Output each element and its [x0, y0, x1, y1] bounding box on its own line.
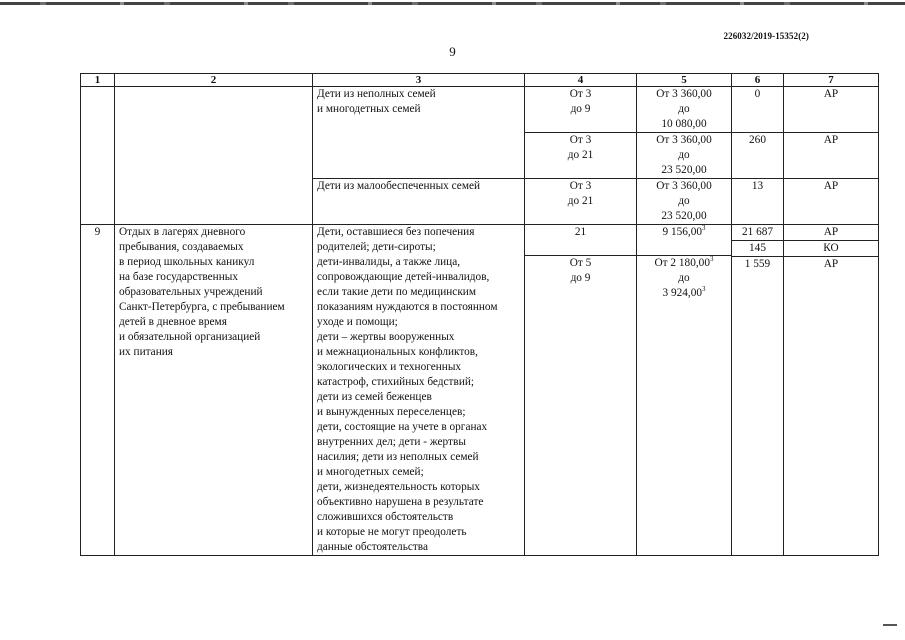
category-line: дети, состоящие на учете в органах	[317, 421, 488, 433]
cost-to	[641, 286, 727, 301]
column-header: 2	[115, 74, 313, 87]
source-cell: АР	[784, 179, 879, 225]
age-value: 21	[574, 226, 587, 238]
row-number-cell	[81, 87, 115, 225]
service-line: пребывания, создаваемых	[119, 241, 244, 253]
category-cell	[313, 225, 525, 556]
column-header: 5	[637, 74, 732, 87]
service-line: детей в дневное время	[119, 316, 227, 328]
category-line: сопровождающие детей-инвалидов,	[317, 271, 490, 283]
category-line: и многодетных семей	[317, 103, 421, 115]
cost-from: От 3 360,00	[656, 134, 712, 146]
category-line: сложившихся обстоятельств	[317, 511, 454, 523]
column-header: 6	[732, 74, 784, 87]
footnote-mark: 3	[702, 285, 706, 293]
age-cell	[525, 225, 637, 556]
cost-to-label: до	[678, 103, 690, 115]
cost-amount: 3 924,00	[662, 287, 703, 299]
count-cell: 260	[732, 133, 784, 179]
service-line: в период школьных каникул	[119, 256, 255, 268]
table-row	[81, 225, 879, 556]
service-cell	[115, 87, 313, 225]
category-line: дети – жертвы вооруженных	[317, 331, 455, 343]
service-line: и обязательной организацией	[119, 331, 261, 343]
age-to: до 21	[567, 149, 594, 161]
service-cell	[115, 225, 313, 556]
cost-to: 23 520,00	[661, 164, 707, 176]
cost-from: От 3 360,00	[656, 180, 712, 192]
age-from: От 3	[569, 134, 592, 146]
category-line: внутренних дел; дети - жертвы	[317, 436, 466, 448]
table-header-row	[81, 74, 879, 87]
service-line: образовательных учреждений	[119, 286, 263, 298]
cost-to-label: до	[678, 149, 690, 161]
cost-amount: От 2 180,00	[654, 257, 710, 269]
category-line: и многодетных семей;	[317, 466, 424, 478]
cost-cell	[637, 87, 732, 133]
cost-group-a	[637, 225, 731, 255]
cost-group-b	[637, 255, 731, 301]
age-to: до 9	[570, 103, 591, 115]
category-line: и вынужденных переселенцев;	[317, 406, 466, 418]
age-to: до 9	[570, 272, 591, 284]
category-line: объективно нарушена в результате	[317, 496, 484, 508]
category-line: и которые не могут преодолеть	[317, 526, 467, 538]
cost-from: От 3 360,00	[656, 88, 712, 100]
service-line: Отдых в лагерях дневного	[119, 226, 246, 238]
column-header: 1	[81, 74, 115, 87]
footnote-mark: 3	[709, 255, 714, 263]
category-line: дети, жизнедеятельность которых	[317, 481, 480, 493]
cost-to-label: до	[678, 195, 690, 207]
count-cell: 13	[732, 179, 784, 225]
category-line: родителей; дети-сироты;	[317, 241, 436, 253]
page-number: 9	[449, 44, 456, 59]
count-cell	[732, 225, 784, 556]
category-line: катастроф, стихийных бедствий;	[317, 376, 475, 388]
category-line: уходе и помощи;	[317, 316, 398, 328]
category-line: насилия; дети из неполных семей	[317, 451, 479, 463]
age-from: От 3	[569, 88, 592, 100]
category-cell	[313, 179, 525, 225]
age-group-a	[525, 225, 636, 255]
age-cell	[525, 179, 637, 225]
document-id: 226032/2019-15352(2)	[723, 31, 809, 41]
cost-value	[641, 225, 727, 240]
cost-cell	[637, 225, 732, 556]
age-group-b	[525, 255, 636, 286]
table-row	[81, 87, 879, 133]
age-cell	[525, 87, 637, 133]
cost-to: 23 520,00	[661, 210, 707, 222]
scan-edge-artifact	[0, 2, 905, 5]
count-value: 21 687	[741, 226, 774, 238]
source-value: КО	[784, 240, 878, 256]
category-cell	[313, 87, 525, 179]
scan-corner-artifact	[883, 624, 897, 636]
category-line: экологических и техногенных	[317, 361, 462, 373]
cost-from	[641, 256, 727, 271]
category-line: и межнациональных конфликтов,	[317, 346, 478, 358]
service-line: их питания	[119, 346, 173, 358]
footnote-mark: 3	[702, 224, 706, 232]
category-line: данные обстоятельства	[317, 541, 428, 553]
cost-cell	[637, 133, 732, 179]
count-value: 145	[732, 240, 783, 256]
category-line: Дети из малообеспеченных семей	[317, 180, 481, 192]
service-line: Санкт-Петербурга, с пребыванием	[119, 301, 285, 313]
cost-cell	[637, 179, 732, 225]
category-line: дети из семей беженцев	[317, 391, 432, 403]
age-from: От 5	[569, 257, 592, 269]
benefits-table	[80, 73, 879, 556]
category-line: если такие дети по медицинским	[317, 286, 477, 298]
age-cell	[525, 133, 637, 179]
column-header: 3	[313, 74, 525, 87]
count-cell: 0	[732, 87, 784, 133]
cost-to: 10 080,00	[661, 118, 707, 130]
age-to: до 21	[567, 195, 594, 207]
column-header: 7	[784, 74, 879, 87]
category-line: дети-инвалиды, а также лица,	[317, 256, 461, 268]
category-line: показаниям нуждаются в постоянном	[317, 301, 498, 313]
source-cell	[784, 225, 879, 556]
row-number-cell: 9	[81, 225, 115, 556]
category-line: Дети, оставшиеся без попечения	[317, 226, 475, 238]
source-value: АР	[784, 256, 878, 272]
source-cell: АР	[784, 133, 879, 179]
source-value: АР	[823, 226, 839, 238]
category-line: Дети из неполных семей	[317, 88, 436, 100]
column-header: 4	[525, 74, 637, 87]
cost-to-label: до	[678, 272, 690, 284]
age-from: От 3	[569, 180, 592, 192]
service-line: на базе государственных	[119, 271, 239, 283]
cost-amount: 9 156,00	[662, 226, 703, 238]
count-value: 1 559	[732, 256, 783, 272]
source-cell: АР	[784, 87, 879, 133]
